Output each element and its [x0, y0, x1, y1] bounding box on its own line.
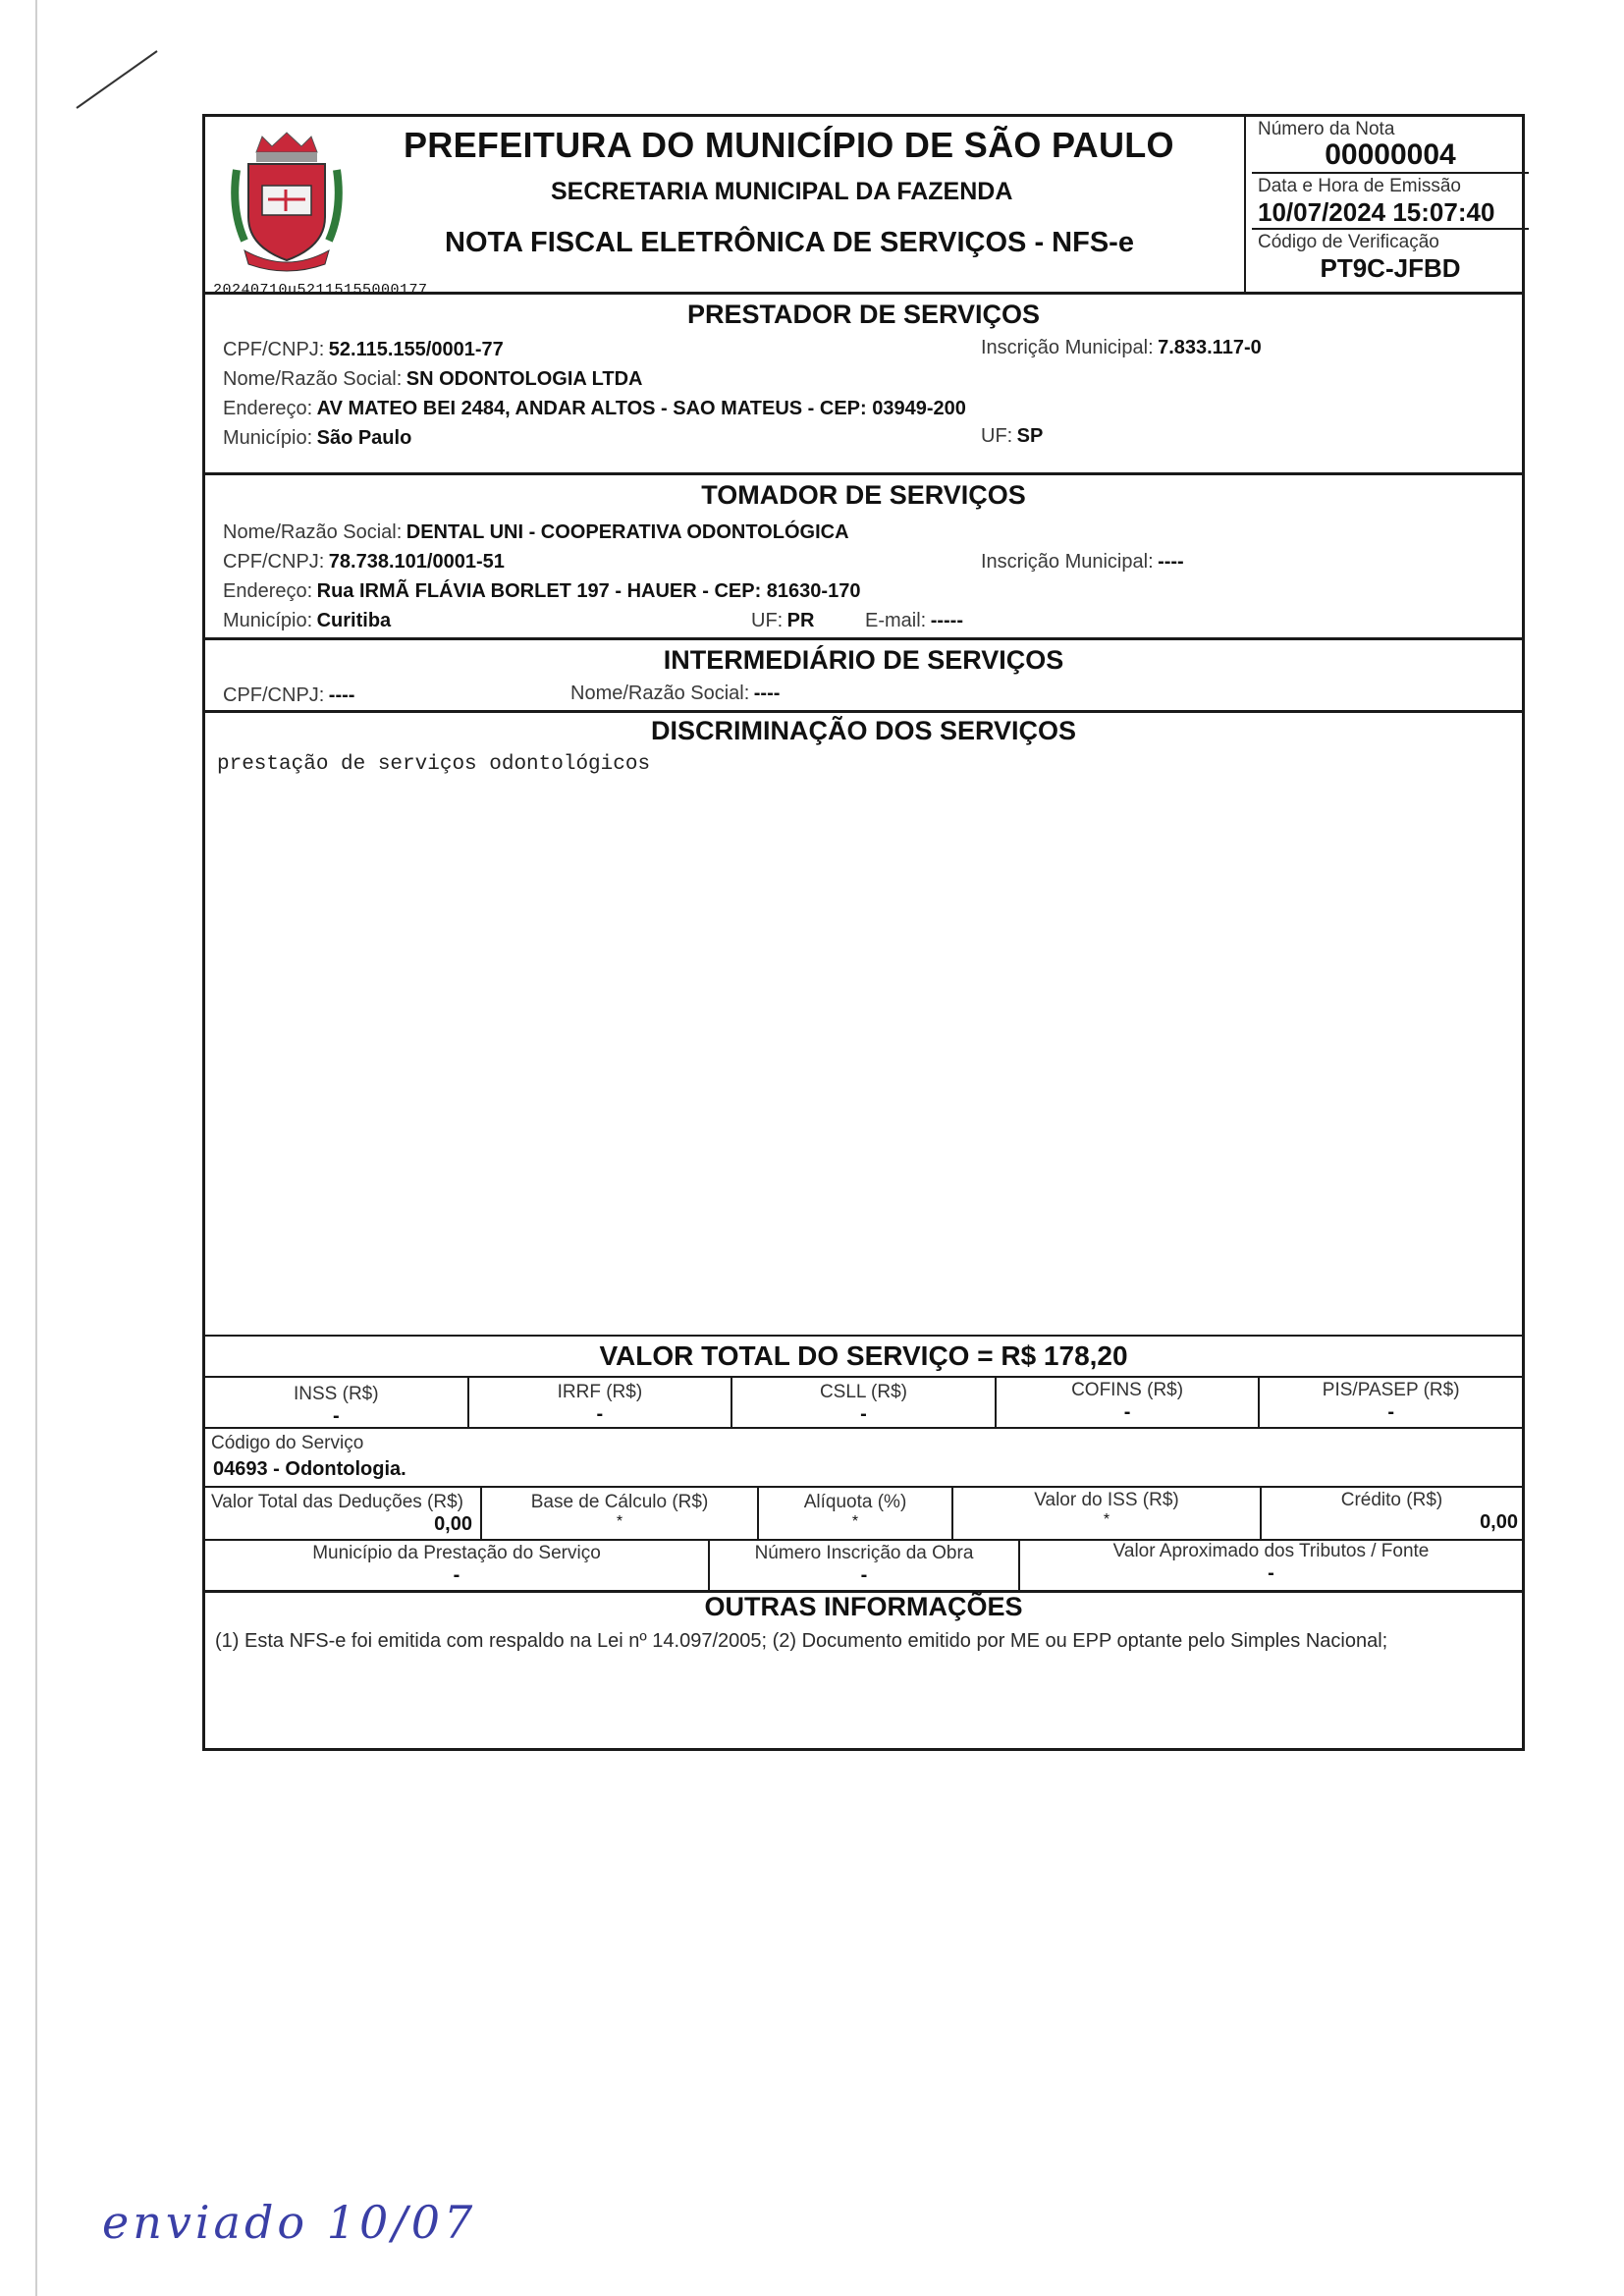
tomador-inscricao: ---- [1158, 551, 1184, 573]
prestador-uf: SP [1016, 425, 1044, 447]
tributo-pispasep [1260, 1378, 1522, 1427]
obra-cell [710, 1541, 1020, 1590]
tomador-email-label: E-mail: [865, 610, 927, 631]
tomador-cpf: 78.738.101/0001-51 [328, 551, 505, 573]
tomador-cpf-row [223, 551, 505, 574]
credito-value: 0,00 [1480, 1511, 1518, 1533]
intermediario-cpf-label: CPF/CNPJ: [223, 684, 325, 706]
credito-label: Crédito (R$) [1340, 1490, 1443, 1510]
outras-text: (1) Esta NFS-e foi emitida com respaldo na Lei nº 14.097/2005; (2) Documento emitido por ME ou EPP optante pelo Simples Nacional; [215, 1630, 1388, 1652]
prestador-cpf: 52.115.155/0001-77 [328, 339, 504, 360]
tomador-endereco-row [223, 580, 860, 603]
valor-total: VALOR TOTAL DO SERVIÇO = R$ 178,20 [599, 1340, 1128, 1371]
codigo-verificacao: PT9C-JFBD [1320, 253, 1461, 283]
data-emissao: 10/07/2024 15:07:40 [1258, 197, 1495, 227]
tomador-nome-row [223, 521, 849, 544]
tomador-municipio-label: Município: [223, 610, 313, 631]
divider [205, 1335, 1522, 1337]
divider [205, 710, 1522, 713]
divider [205, 472, 1522, 475]
codigo-servico: 04693 - Odontologia. [213, 1458, 406, 1480]
iss-cell [953, 1488, 1262, 1539]
codigo-verificacao-label: Código de Verificação [1258, 232, 1439, 252]
intermediario-nome-row [570, 683, 780, 705]
tributo-inss [205, 1378, 469, 1427]
nfse-title: NOTA FISCAL ELETRÔNICA DE SERVIÇOS - NFS-e [445, 227, 1134, 258]
prefeitura-title: PREFEITURA DO MUNICÍPIO DE SÃO PAULO [404, 125, 1174, 165]
tomador-uf: PR [786, 610, 815, 631]
coat-of-arms-icon [227, 131, 347, 278]
codigo-servico-label: Código do Serviço [211, 1433, 364, 1453]
base-label: Base de Cálculo (R$) [530, 1492, 709, 1512]
secretaria-title: SECRETARIA MUNICIPAL DA FAZENDA [551, 178, 1013, 205]
tomador-nome-label: Nome/Razão Social: [223, 521, 403, 543]
tomador-endereco: Rua IRMÃ FLÁVIA BORLET 197 - HAUER - CEP: 81630-170 [316, 580, 861, 602]
deducoes-label: Valor Total das Deduções (R$) [211, 1492, 463, 1512]
divider [205, 1427, 1522, 1429]
tomador-municipio-row [223, 610, 391, 632]
tributo-csll [732, 1378, 997, 1427]
tomador-email: ----- [930, 610, 963, 631]
tomador-uf-row [751, 610, 814, 632]
tomador-nome: DENTAL UNI - COOPERATIVA ODONTOLÓGICA [406, 521, 849, 543]
prestador-municipio-label: Município: [223, 427, 313, 449]
iss-value: * [1103, 1511, 1110, 1528]
prestador-inscricao-label: Inscrição Municipal: [981, 337, 1154, 358]
prestador-nome: SN ODONTOLOGIA LTDA [406, 368, 643, 390]
tomador-cpf-label: CPF/CNPJ: [223, 551, 325, 573]
intermediario-section-title: INTERMEDIÁRIO DE SERVIÇOS [663, 645, 1064, 675]
divider [205, 292, 1522, 295]
municipio-prestacao-cell [205, 1541, 710, 1590]
tributo-cofins [997, 1378, 1261, 1427]
deducoes-cell [205, 1488, 482, 1539]
aliquota-label: Alíquota (%) [803, 1492, 907, 1512]
iss-label: Valor do ISS (R$) [1034, 1490, 1179, 1510]
tomador-email-row [865, 610, 963, 632]
nfse-document [202, 114, 1525, 1751]
prestador-municipio: São Paulo [316, 427, 412, 449]
prestador-cpf-row [223, 339, 504, 361]
prestador-section-title: PRESTADOR DE SERVIÇOS [686, 300, 1041, 329]
coat-of-arms [227, 131, 347, 278]
tributo-value: - [332, 1405, 340, 1427]
tomador-municipio: Curitiba [316, 610, 392, 631]
municipio-prestacao-label: Município da Prestação do Serviço [312, 1543, 601, 1563]
prestador-uf-label: UF: [981, 425, 1013, 447]
tomador-inscricao-label: Inscrição Municipal: [981, 551, 1154, 573]
tributo-irrf [469, 1378, 733, 1427]
tributo-label: PIS/PASEP (R$) [1322, 1380, 1460, 1400]
discriminacao-text: prestação de serviços odontológicos [217, 753, 651, 776]
prestacao-row [205, 1541, 1522, 1590]
tomador-section-title: TOMADOR DE SERVIÇOS [701, 480, 1026, 510]
tomador-endereco-label: Endereço: [223, 580, 313, 602]
base-cell [482, 1488, 759, 1539]
discriminacao-section-title: DISCRIMINAÇÃO DOS SERVIÇOS [650, 716, 1077, 745]
pen-stroke-mark [73, 45, 161, 114]
intermediario-cpf-row [223, 684, 354, 707]
tributo-value: - [1387, 1401, 1394, 1423]
scan-edge [35, 0, 37, 2296]
intermediario-cpf: ---- [328, 684, 355, 706]
tributo-label: COFINS (R$) [1071, 1380, 1184, 1400]
prestador-endereco: AV MATEO BEI 2484, ANDAR ALTOS - SAO MATEUS - CEP: 03949-200 [316, 398, 966, 419]
tributo-label: CSLL (R$) [819, 1382, 907, 1402]
prestador-nome-row [223, 368, 643, 391]
prestador-endereco-row [223, 398, 966, 420]
obra-value: - [860, 1564, 868, 1586]
numero-nota-label: Número da Nota [1258, 119, 1395, 139]
tributo-value: - [1123, 1401, 1131, 1423]
tributo-label: IRRF (R$) [557, 1382, 643, 1402]
tomador-uf-label: UF: [751, 610, 784, 631]
municipio-prestacao-value: - [453, 1564, 460, 1586]
obra-label: Número Inscrição da Obra [754, 1543, 974, 1563]
data-emissao-label: Data e Hora de Emissão [1258, 176, 1461, 196]
intermediario-nome: ---- [753, 683, 781, 704]
header-divider [1244, 117, 1246, 292]
intermediario-nome-label: Nome/Razão Social: [570, 683, 750, 704]
deducoes-value: 0,00 [434, 1513, 472, 1535]
prestador-nome-label: Nome/Razão Social: [223, 368, 403, 390]
base-value: * [616, 1513, 623, 1530]
calculo-row [205, 1488, 1522, 1539]
aliquota-cell [759, 1488, 953, 1539]
tributo-value: - [860, 1403, 867, 1425]
tributos-aprox-value: - [1268, 1562, 1274, 1584]
barcode-number: 20240710u52115155000177 [213, 282, 428, 299]
tributos-row [205, 1378, 1522, 1427]
tributo-label: INSS (R$) [294, 1384, 379, 1404]
tributos-aprox-cell [1020, 1541, 1522, 1590]
prestador-inscricao-row [981, 337, 1262, 359]
outras-section-title: OUTRAS INFORMAÇÕES [704, 1592, 1023, 1621]
prestador-municipio-row [223, 427, 411, 450]
prestador-endereco-label: Endereço: [223, 398, 313, 419]
tributos-aprox-label: Valor Aproximado dos Tributos / Fonte [1112, 1541, 1430, 1561]
divider [205, 637, 1522, 640]
credito-cell [1262, 1488, 1522, 1539]
tributo-value: - [596, 1403, 604, 1425]
prestador-cpf-label: CPF/CNPJ: [223, 339, 325, 360]
tomador-inscricao-row [981, 551, 1184, 574]
handwritten-note: enviado 10/07 [102, 2196, 477, 2249]
numero-nota: 00000004 [1325, 138, 1456, 171]
prestador-inscricao: 7.833.117-0 [1158, 337, 1262, 358]
nota-info-box [1258, 119, 1523, 284]
aliquota-value: * [851, 1513, 859, 1530]
prestador-uf-row [981, 425, 1043, 448]
